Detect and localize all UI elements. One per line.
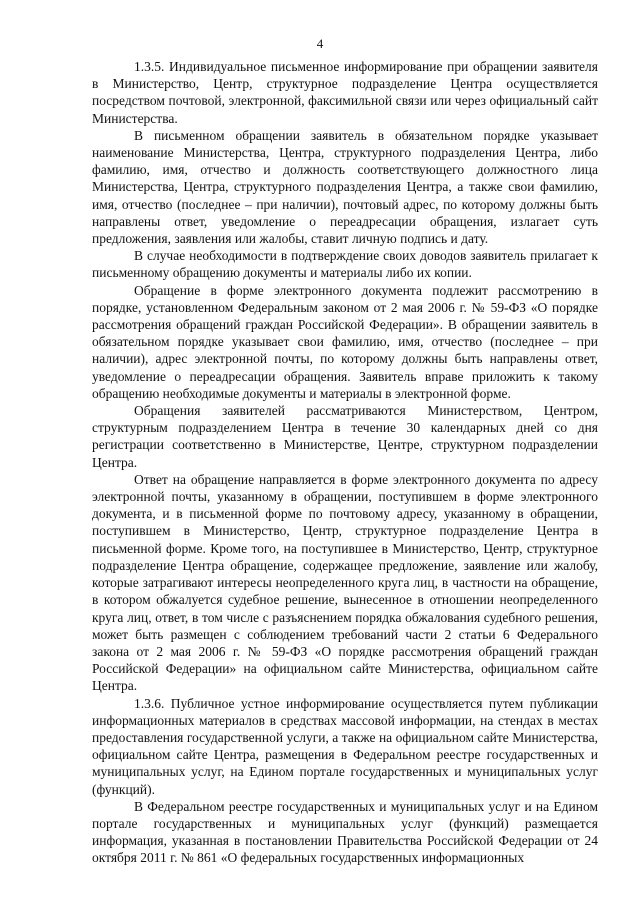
paragraph-1-3-5: 1.3.5. Индивидуальное письменное информирование при обращении заявителя в Министерство, Центр, структурное подразделение Центра осуществляется посредством почтовой, электронной, факсимильной связи или через официальный сайт Министерства. — [92, 59, 598, 126]
paragraph-federal-registry: В Федеральном реестре государственных и муниципальных услуг и на Едином портале государственных и муниципальных услуг (функций) размещается информация, указанная в постановлении Правительства Российской Федерации от 24 октября 2011 г. № 861 «О федеральных государственных информационных — [92, 798, 598, 866]
page-number: 4 — [316, 36, 324, 51]
paragraph-attachments: В случае необходимости в подтверждение своих доводов заявитель прилагает к письменному обращению документы и материалы либо их копии. — [92, 248, 598, 281]
paragraph-electronic-request: Обращение в форме электронного документа подлежит рассмотрению в порядке, установленном Федеральным законом от 2 мая 2006 г. № 59-ФЗ «О порядке рассмотрения обращений граждан Российской Федерации». В обращении заявитель в обязательном порядке указывает свои фамилию, имя, отчество (последнее – при наличии), адрес электронной почты, по которому должны быть направлены ответ, уведомление о переадресации обращения. Заявитель вправе приложить к такому обращению необходимые документы и материалы в электронной форме. — [92, 282, 598, 401]
paragraph-written-request-requirements: В письменном обращении заявитель в обязательном порядке указывает наименование Министерства, Центра, структурного подразделения Центра, либо фамилию, имя, отчество и должность соответствующего должностного лица Министерства, Центра, структурного подразделения Центра, а также свои фамилию, имя, отчество (последнее – при наличии), почтовый адрес, по которому должны быть направлены ответ, уведомление о переадресации обращения, излагает суть предложения, заявления или жалобы, ставит личную подпись и дату. — [92, 127, 598, 247]
paragraph-1-3-6: 1.3.6. Публичное устное информирование осуществляется путем публикации информационных материалов в средствах массовой информации, на стендах в местах предоставления государственной услуги, а также на официальном сайте Министерства, официальном сайте Центра, размещения в Федеральном реестре государственных и муниципальных услуг, на Едином портале государственных и муниципальных услуг (функций). — [92, 695, 598, 797]
paragraph-review-period: Обращения заявителей рассматриваются Министерством, Центром, структурным подразделением Центра в течение 30 календарных дней со дня регистрации соответственно в Министерстве, Центре, структурном подразделении Центра. — [92, 403, 598, 470]
paragraph-response: Ответ на обращение направляется в форме электронного документа по адресу электронной почты, указанному в обращении, поступившем в форме электронного документа, и в письменной форме по почтовому адресу, указанному в обращении, поступившем в Министерство, Центр, структурное подразделение Центра в письменной форме. Кроме того, на поступившее в Министерство, Центр, структурное подразделение Центра обращение, содержащее предложение, заявление или жалобу, которые затрагивают интересы неопределенного круга лиц, в частности на обращение, в котором обжалуется судебное решение, вынесенное в отношении неопределенного круга лиц, ответ, в том числе с разъяснением порядка обжалования судебного решения, может быть размещен с соблюдением требований части 2 статьи 6 Федерального закона от 2 мая 2006 г. № 59-ФЗ «О порядке рассмотрения обращений граждан Российской Федерации» на официальном сайте Министерства, официальном сайте Центра. — [92, 471, 598, 694]
document-body — [92, 58, 598, 867]
